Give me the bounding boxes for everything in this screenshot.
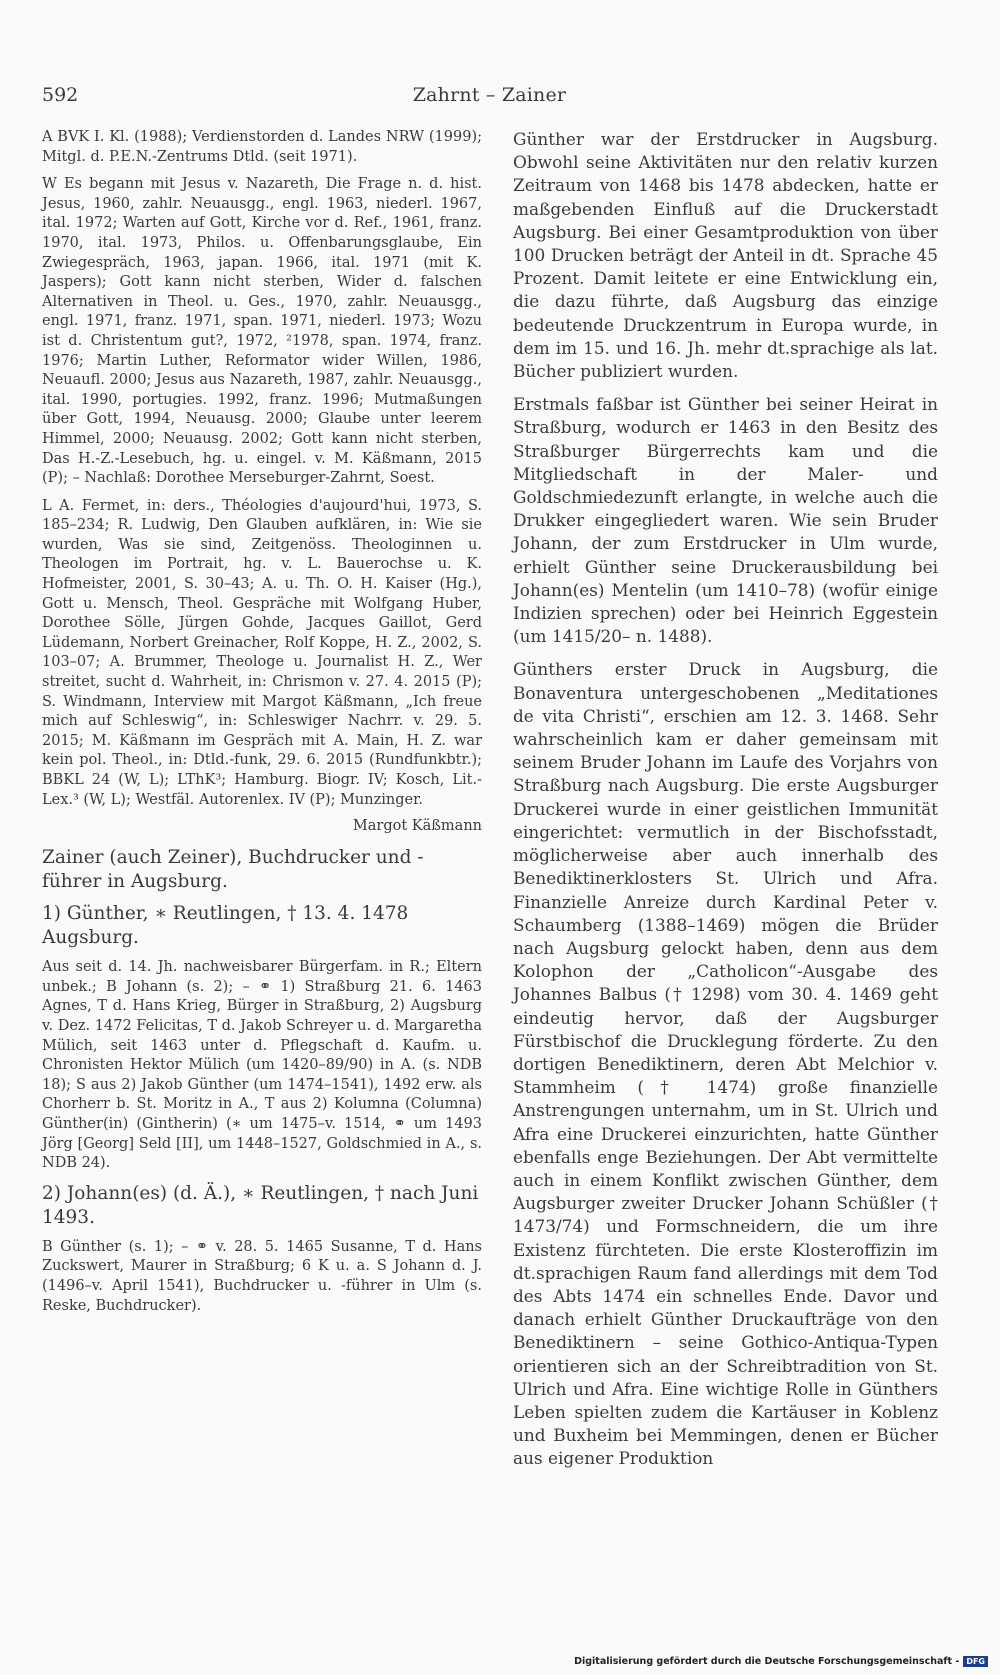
body-paragraph: Günther war der Erstdrucker in Augsburg. Obwohl seine Aktivitäten nur den relativ kurzen Zeitraum von 1468 bis 1478 abdecken, hatte er maßgebenden Einfluß auf die Druckerstadt Augsburg. Bei einer Gesamtproduktion von über 100 Drucken beträgt der Anteil in dt. Sprache 45 Prozent. Damit leitete er eine Entwicklung ein, die dazu führte, daß Augsburg das einzige bedeutende Druckzentrum in Europa wurde, in dem im 15. und 16. Jh. mehr dt.sprachige als lat. Bücher publiziert wurden.	[513, 129, 938, 382]
dfg-logo-icon: DFG	[963, 1656, 988, 1667]
page-header	[42, 84, 937, 110]
subentry-heading-johann: 2) Johann(es) (d. Ä.), ∗ Reutlingen, † nach Juni 1493.	[42, 1182, 479, 1228]
subentry-heading-guenther: 1) Günther, ∗ Reutlingen, † 13. 4. 1478 Augsburg.	[42, 903, 409, 949]
digitization-footer	[574, 1656, 988, 1667]
body-paragraph: Günthers erster Druck in Augsburg, die Bonaventura untergeschobenen „Meditationes de vita Christi“, erschien am 12. 3. 1468. Sehr wahrscheinlich kam er daher gemeinsam mit seinem Bruder Johann im Laufe des Vorjahrs von Straßburg nach Augsburg. Die erste Augsburger Druckerei wurde in einer geistlichen Immunität eingerichtet: vermutlich in der Bischofsstadt, möglicherweise aber auch innerhalb des Benediktinerklosters St. Ulrich und Afra. Finanzielle Anreize durch Kardinal Peter v. Schaumberg (1388–1469) mögen die Brüder nach Augsburg gelockt haben, denn aus dem Kolophon der „Catholicon“-Ausgabe des Johannes Balbus († 1298) vom 30. 4. 1469 geht eindeutig hervor, daß der Augsburger Fürstbischof die Drucklegung förderte. Zu den dortigen Benediktinern, deren Abt Melchior v. Stammheim († 1474) große finanzielle Anstrengungen unternahm, um in St. Ulrich und Afra eine Druckerei einzurichten, hatte Günther ebenfalls enge Beziehungen. Der Abt vermittelte auch in einem Konflikt zwischen Günther, dem Augsburger zweiter Drucker Johann Schüßler († 1473/74) und Formschneidern, die um ihre Existenz fürchteten. Die erste Klosteroffizin im dt.sprachigen Raum fand allerdings mit dem Tod des Abts 1474 ein schnelles Ende. Davor und danach erhielt Günther Druckaufträge von den Benediktinern – seine Gothico-Antiqua-Typen orientieren sich an der Schreibtradition von St. Ulrich und Afra. Eine wichtige Rolle in Günthers Leben spielten zudem die Kartäuser in Koblenz und Buxheim bei Memmingen, denen er Bücher aus eigener Produktion	[513, 659, 938, 1469]
genealogy-paragraph-johann: B Günther (s. 1); – ⚭ v. 28. 5. 1465 Susanne, T d. Hans Zuckswert, Maurer in Straßburg; 6 K u. a. S Johann d. J. (1496–v. April 1541), Buchdrucker u. -führer in Ulm (s. Reske, Buchdrucker).	[42, 1238, 482, 1314]
works-paragraph: W Es begann mit Jesus v. Nazareth, Die Frage n. d. hist. Jesus, 1960, zahlr. Neuausgg., engl. 1963, niederl. 1967, ital. 1972; Warten auf Gott, Kirche vor d. Ref., 1961, franz. 1970, ital. 1973, Philos. u. Offenbarungsglaube, Ein Zwiegespräch, 1963, japan. 1966, ital. 1971 (mit K. Jaspers); Gott kann nicht sterben, Wider d. falschen Alternativen in Theol. u. Ges., 1970, zahlr. Neuausgg., engl. 1971, franz. 1971, span. 1971, niederl. 1973; Wozu ist d. Christentum gut?, 1972, ²1978, span. 1974, franz. 1976; Martin Luther, Reformator wider Willen, 1986, Neuaufl. 2000; Jesus aus Nazareth, 1987, zahlr. Neuausgg., ital. 1990, portugies. 1992, franz. 1996; Mutmaßungen über Gott, 1994, Neuausg. 2000; Glaube unter leerem Himmel, 2000; Neuausg. 2002; Gott kann nicht sterben, Das H.-Z.-Lesebuch, hg. u. eingel. v. M. Käßmann, 2015 (P); – Nachlaß: Dorothee Merseburger-Zahrnt, Soest.	[42, 176, 482, 487]
footer-text: Digitalisierung gefördert durch die Deutsche Forschungsgemeinschaft -	[574, 1656, 960, 1667]
page-number: 592	[42, 84, 79, 106]
right-column	[513, 128, 938, 1481]
literature-paragraph: L A. Fermet, in: ders., Théologies d'aujourd'hui, 1973, S. 185–234; R. Ludwig, Den Glauben aufklären, in: Wie sie wurden, Was sie sind, Zeitgenöss. Theologinnen u. Theologen im Portrait, hg. v. L. Bauerochse u. K. Hofmeister, 2001, S. 30–43; A. u. Th. O. H. Kaiser (Hg.), Gott u. Mensch, Theol. Gespräche mit Wolfgang Huber, Dorothee Sölle, Jürgen Gohde, Jacques Gaillot, Gerd Lüdemann, Norbert Greinacher, Rolf Koppe, H. Z., 2002, S. 103–07; A. Brummer, Theologe u. Journalist H. Z., Wer streitet, sucht d. Wahrheit, in: Chrismon v. 27. 4. 2015 (P); S. Windmann, Interview mit Margot Käßmann, „Ich freue mich auf Schleswig“, in: Schleswiger Nachrr. v. 29. 5. 2015; M. Käßmann im Gespräch mit A. Main, H. Z. war kein pol. Theol., in: Dtld.-funk, 29. 6. 2015 (Rundfunkbtr.); BBKL 24 (W, L); LThK³; Hamburg. Biogr. IV; Kosch, Lit.-Lex.³ (W, L); Westfäl. Autorenlex. IV (P); Munzinger.	[42, 497, 482, 808]
entry-heading: Zainer (auch Zeiner), Buchdrucker und -führer in Augsburg.	[42, 847, 424, 893]
left-column	[42, 128, 482, 1324]
awards-paragraph: A BVK I. Kl. (1988); Verdienstorden d. Landes NRW (1999); Mitgl. d. P.E.N.-Zentrums Dtld. (seit 1971).	[42, 129, 482, 165]
body-paragraph: Erstmals faßbar ist Günther bei seiner Heirat in Straßburg, wodurch er 1463 in den Besitz des Straßburger Bürgerrechts kam und die Mitgliedschaft in der Maler- und Goldschmiedezunft erlangte, in welche auch die Drukker eingegliedert waren. Wie sein Bruder Johann, der zum Erstdrucker in Ulm wurde, erhielt Günther seine Druckerausbildung bei Johann(es) Mentelin (um 1410–78) (wofür einige Indizien sprechen) oder bei Heinrich Eggestein (um 1415/20– n. 1488).	[513, 394, 938, 647]
running-head: Zahrnt – Zainer	[412, 84, 567, 106]
genealogy-paragraph-guenther: Aus seit d. 14. Jh. nachweisbarer Bürgerfam. in R.; Eltern unbek.; B Johann (s. 2); – ⚭ 1) Straßburg 21. 6. 1463 Agnes, T d. Hans Krieg, Bürger in Straßburg, 2) Augsburg v. Dez. 1472 Felicitas, T d. Jakob Schreyer u. d. Margaretha Mülich, seit 1463 unter d. Pflegschaft d. Kaufm. u. Chronisten Hektor Mülich (um 1420–89/90) in A. (s. NDB 18); S aus 2) Jakob Günther (um 1474–1541), 1492 erw. als Chorherr b. St. Moritz in A., T aus 2) Kolumna (Columna) Günther(in) (Gintherin) (∗ um 1475–v. 1514, ⚭ um 1493 Jörg [Georg] Seld [II], um 1448–1527, Goldschmied in A., s. NDB 24).	[42, 959, 482, 1172]
author-signature: Margot Käßmann	[352, 818, 482, 835]
